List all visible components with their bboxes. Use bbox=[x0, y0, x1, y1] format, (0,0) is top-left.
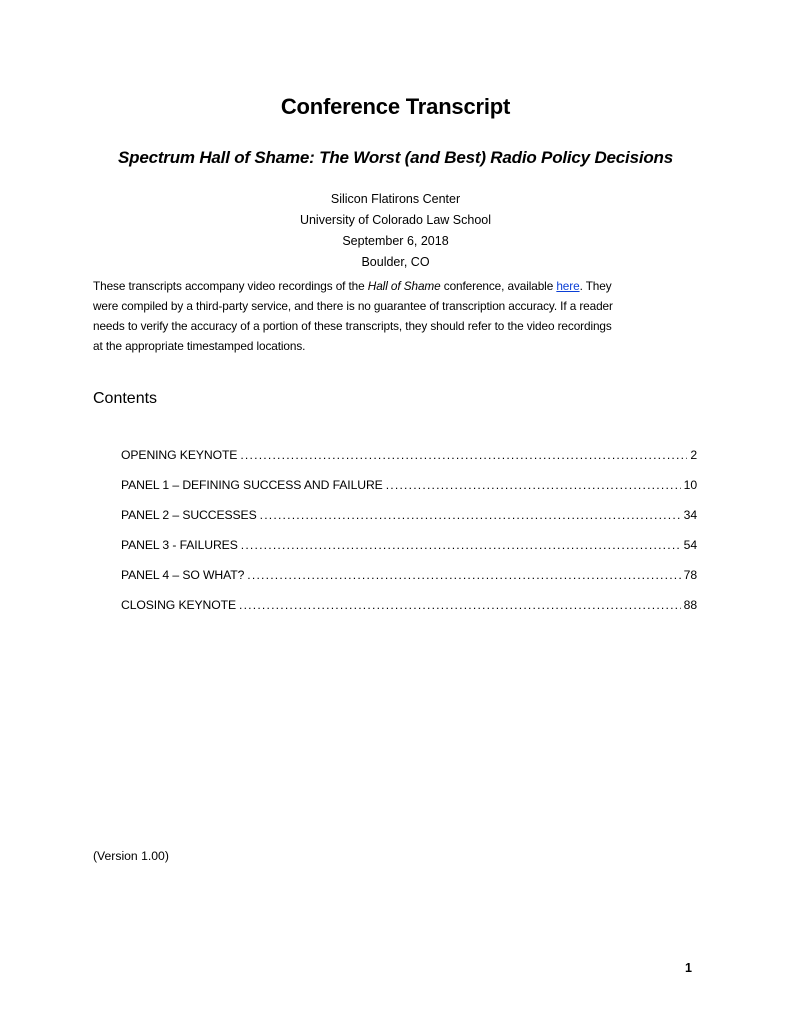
contents-heading: Contents bbox=[93, 390, 158, 407]
document-subtitle: Spectrum Hall of Shame: The Worst (and Best) Radio Policy Decisions bbox=[118, 148, 673, 167]
intro-italic-text: Hall of Shame bbox=[367, 279, 441, 293]
toc-entry-opening-keynote[interactable] bbox=[121, 448, 697, 478]
intro-line-2: were compiled by a third-party service, and there is no guarantee of transcription accuracy. If a reader bbox=[93, 299, 613, 313]
intro-line-1 bbox=[93, 276, 713, 296]
intro-text: conference, available bbox=[440, 279, 557, 293]
toc-entry-panel-4[interactable] bbox=[121, 568, 697, 598]
toc-entry-label[interactable]: PANEL 2 – SUCCESSES bbox=[121, 508, 257, 522]
toc-leader-dots bbox=[260, 508, 681, 522]
toc-entry-label[interactable]: PANEL 1 – DEFINING SUCCESS AND FAILURE bbox=[121, 478, 383, 492]
intro-line-4: at the appropriate timestamped locations. bbox=[93, 339, 306, 353]
toc-entry-page[interactable]: 2 bbox=[690, 448, 697, 462]
toc-entry-page[interactable]: 78 bbox=[683, 568, 697, 582]
affiliation-date: September 6, 2018 bbox=[342, 234, 449, 248]
intro-line-3: needs to verify the accuracy of a portion of these transcripts, they should refer to the video recordings bbox=[93, 319, 612, 333]
toc-leader-dots bbox=[247, 568, 680, 582]
toc-leader-dots bbox=[240, 448, 687, 462]
toc-entry-page[interactable]: 54 bbox=[683, 538, 697, 552]
table-of-contents bbox=[121, 448, 697, 628]
affiliation-center: Silicon Flatirons Center bbox=[330, 192, 461, 206]
toc-leader-dots bbox=[239, 598, 681, 612]
affiliation-block bbox=[0, 189, 791, 273]
version-label: (Version 1.00) bbox=[93, 849, 169, 863]
intro-paragraph bbox=[93, 276, 713, 356]
video-recordings-link[interactable]: here bbox=[556, 279, 580, 293]
affiliation-location: Boulder, CO bbox=[361, 255, 430, 269]
toc-leader-dots bbox=[241, 538, 681, 552]
intro-text: . They bbox=[579, 279, 612, 293]
toc-entry-panel-3[interactable] bbox=[121, 538, 697, 568]
toc-entry-panel-1[interactable] bbox=[121, 478, 697, 508]
intro-text: These transcripts accompany video recordings of the bbox=[93, 279, 368, 293]
toc-entry-closing-keynote[interactable] bbox=[121, 598, 697, 628]
toc-entry-label[interactable]: OPENING KEYNOTE bbox=[121, 448, 238, 462]
document-title: Conference Transcript bbox=[280, 94, 511, 119]
toc-leader-dots bbox=[386, 478, 681, 492]
toc-entry-label[interactable]: PANEL 4 – SO WHAT? bbox=[121, 568, 245, 582]
toc-entry-label[interactable]: CLOSING KEYNOTE bbox=[121, 598, 236, 612]
toc-entry-page[interactable]: 88 bbox=[683, 598, 697, 612]
toc-entry-page[interactable]: 34 bbox=[683, 508, 697, 522]
toc-entry-panel-2[interactable] bbox=[121, 508, 697, 538]
toc-entry-page[interactable]: 10 bbox=[683, 478, 697, 492]
toc-entry-label[interactable]: PANEL 3 - FAILURES bbox=[121, 538, 238, 552]
affiliation-school: University of Colorado Law School bbox=[299, 213, 492, 227]
page-number: 1 bbox=[685, 961, 692, 975]
